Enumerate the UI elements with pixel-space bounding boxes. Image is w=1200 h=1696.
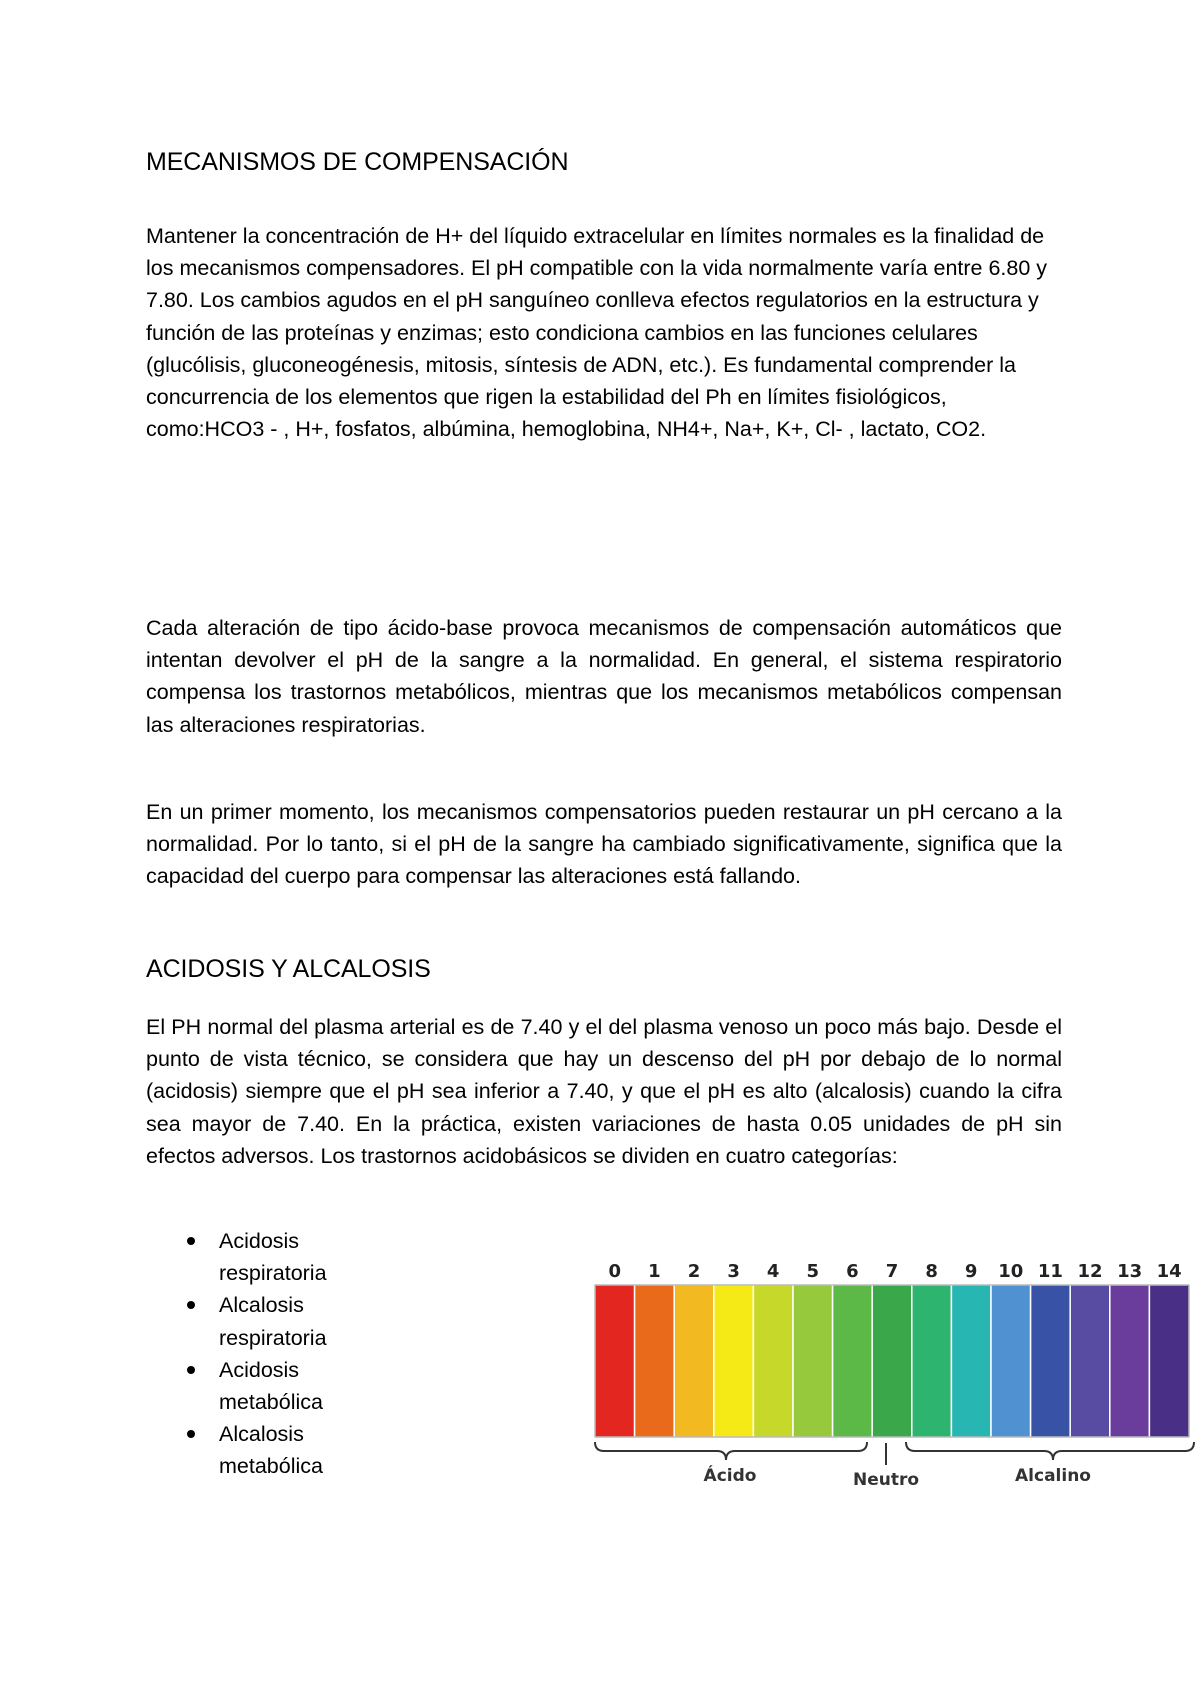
paragraph-compensation-mechanisms: Cada alteración de tipo ácido-base provoca mecanismos de compensación automáticos que intentan devolver el pH de la sangre a la normalidad. En general, el sistema respiratorio compensa los trastornos metabólicos, mientras que los mecanismos metabólicos compensan las alteraciones respiratorias. — [146, 616, 1062, 737]
ph-band-4 — [753, 1285, 793, 1437]
ph-color-bands — [595, 1285, 1189, 1437]
ph-band-6 — [833, 1285, 873, 1437]
alkaline-bracket — [906, 1442, 1194, 1460]
list-item: Alcalosis respiratoria — [186, 1289, 386, 1353]
ph-value-0: 0 — [608, 1261, 622, 1282]
bullet-icon — [187, 1301, 195, 1309]
ph-value-12: 12 — [1077, 1261, 1103, 1282]
list-item: Acidosis respiratoria — [186, 1225, 386, 1289]
ph-band-13 — [1110, 1285, 1150, 1437]
ph-value-14: 14 — [1156, 1261, 1182, 1282]
ph-band-8 — [912, 1285, 952, 1437]
paragraph-acidosis: El PH normal del plasma arterial es de 7.40 y el del plasma venoso un poco más bajo. Desde el punto de vista técnico, se considera que hay un descenso del pH por debajo de lo normal (acidosis) siempre que el pH sea inferior a 7.40, y que el pH es alto (alcalosis) cuando la cifra sea mayor de 7.40. En la práctica, existen variaciones de hasta 0.05 unidades de pH sin efectos adversos. Los trastornos acidobásicos se dividen en cuatro categorías: — [146, 1015, 1062, 1168]
ph-band-1 — [635, 1285, 675, 1437]
ph-value-13: 13 — [1117, 1261, 1143, 1282]
ph-band-2 — [674, 1285, 714, 1437]
ph-scale-figure — [592, 1255, 1196, 1495]
ph-band-11 — [1031, 1285, 1071, 1437]
ph-scale-graphic — [592, 1255, 1196, 1495]
ph-value-6: 6 — [846, 1261, 859, 1282]
section-title-acidosis: ACIDOSIS Y ALCALOSIS — [146, 955, 431, 983]
ph-band-0 — [595, 1285, 635, 1437]
acid-bracket — [595, 1442, 867, 1460]
ph-value-4: 4 — [766, 1261, 780, 1282]
section-title-compensation: MECANISMOS DE COMPENSACIÓN — [146, 148, 569, 176]
ph-value-8: 8 — [925, 1261, 938, 1282]
bullet-icon — [187, 1237, 195, 1245]
paragraph-compensation-intro: Mantener la concentración de H+ del líquido extracelular en límites normales es la finalidad de los mecanismos compensadores. El pH compatible con la vida normalmente varía entre 6.80 y 7.80. Los cambios agudos en el pH sanguíneo conlleva efectos regulatorios en la estructura y función de las proteínas y enzimas; esto condiciona cambios en las funciones celulares (glucólisis, gluconeogénesis, mitosis, síntesis de ADN, etc.). Es fundamental comprender la concurrencia de los elementos que rigen la estabilidad del Ph en límites fisiológicos, como:HCO3 - , H+, fosfatos, albúmina, hemoglobina, NH4+, Na+, K+, Cl- , lactato, CO2. — [146, 224, 1048, 442]
acid-base-categories-list — [186, 1225, 386, 1483]
ph-band-10 — [991, 1285, 1031, 1437]
neutral-label: Neutro — [852, 1470, 920, 1490]
ph-band-5 — [793, 1285, 833, 1437]
ph-value-9: 9 — [964, 1261, 978, 1282]
ph-value-labels — [609, 1261, 1182, 1282]
ph-value-7: 7 — [885, 1261, 899, 1282]
list-item: Acidosis metabólica — [186, 1354, 386, 1418]
paragraph-compensation-first-moment: En un primer momento, los mecanismos compensatorios pueden restaurar un pH cercano a la normalidad. Por lo tanto, si el pH de la sangre ha cambiado significativamente, significa que la capacidad del cuerpo para compensar las alteraciones está fallando. — [146, 800, 1062, 889]
ph-value-11: 11 — [1037, 1261, 1063, 1282]
acid-label: Ácido — [703, 1466, 757, 1486]
ph-value-5: 5 — [806, 1261, 820, 1282]
ph-band-3 — [714, 1285, 754, 1437]
ph-value-10: 10 — [998, 1261, 1024, 1282]
ph-value-3: 3 — [727, 1261, 740, 1282]
ph-band-7 — [872, 1285, 912, 1437]
list-item: Alcalosis metabólica — [186, 1418, 386, 1482]
bullet-icon — [187, 1430, 195, 1438]
bullet-icon — [187, 1366, 195, 1374]
alkaline-label: Alcalino — [1015, 1466, 1091, 1486]
ph-band-12 — [1070, 1285, 1110, 1437]
ph-value-2: 2 — [687, 1261, 701, 1282]
ph-band-9 — [951, 1285, 991, 1437]
ph-band-14 — [1149, 1285, 1189, 1437]
ph-value-1: 1 — [648, 1261, 661, 1282]
